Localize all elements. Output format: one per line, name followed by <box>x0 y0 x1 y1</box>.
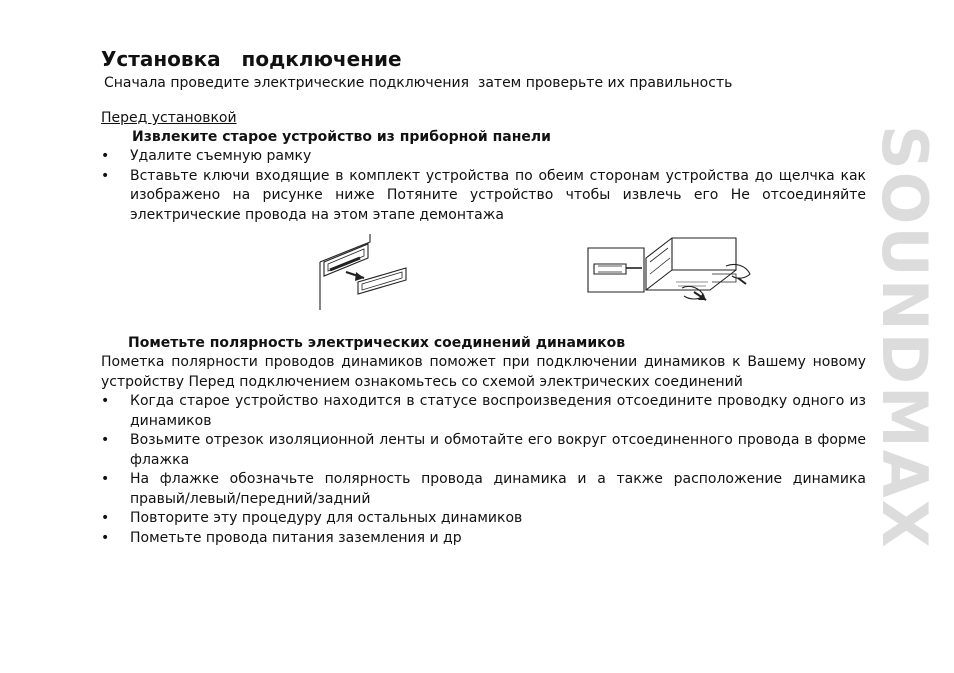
list-item: • Пометьте провода питания заземления и др <box>101 529 866 549</box>
polarity-heading: Пометьте полярность электрических соединений динамиков <box>128 335 626 351</box>
remove-unit-heading: Извлеките старое устройство из приборной панели <box>132 129 551 145</box>
section-heading-before-install: Перед установкой <box>101 110 237 126</box>
polarity-paragraph: Пометка полярности проводов динамиков поможет при подключении динамиков к Вашему новому устройству Перед подключением ознакомьтесь со схемой электрических соединений <box>101 354 866 390</box>
remove-unit-list <box>101 147 866 225</box>
remove-panel-illustration <box>318 232 408 312</box>
intro-text: Сначала проведите электрические подключения затем проверьте их правильность <box>104 75 733 91</box>
polarity-list <box>101 392 866 548</box>
list-item: • Когда старое устройство находится в статусе воспроизведения отсоедините проводку одного из динамиков <box>101 392 866 431</box>
extract-unit-illustration <box>586 226 752 306</box>
list-item: • Повторите эту процедуру для остальных динамиков <box>101 509 866 529</box>
list-item: • Возьмите отрезок изоляционной ленты и обмотайте его вокруг отсоединенного провода в форме флажка <box>101 431 866 470</box>
brand-logo: SOUNDMAX <box>868 124 941 550</box>
list-item: • На флажке обозначьте полярность провода динамика и а также расположение динамика правый/левый/передний/задний <box>101 470 866 509</box>
list-item: • Вставьте ключи входящие в комплект устройства по обеим сторонам устройства до щелчка как изображено на рисунке ниже Потяните устройство чтобы извлечь его Не отсоединяйте электрические провода на этом этапе демонтажа <box>101 167 866 226</box>
list-item: • Удалите съемную рамку <box>101 147 866 167</box>
page-title: Установка подключение <box>101 47 402 71</box>
